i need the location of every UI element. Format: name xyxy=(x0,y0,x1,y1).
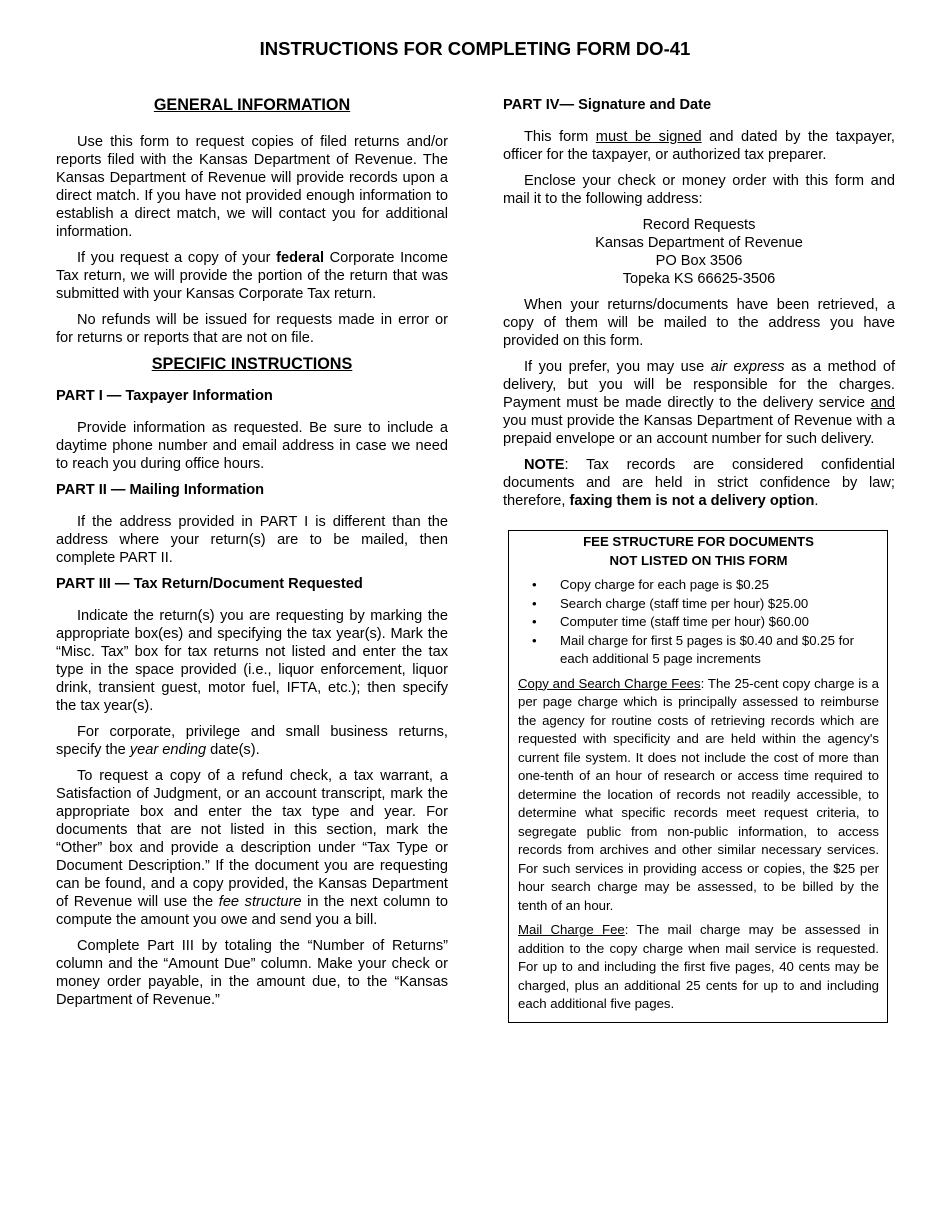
part1-text: Provide information as requested. Be sure to include a daytime phone number and email address in case we need to reach you during office hours. xyxy=(56,420,448,472)
fee-list-item: • Search charge (staff time per hour) $25.00 xyxy=(518,595,879,614)
italic-text: air express xyxy=(710,359,785,375)
fee-structure-title xyxy=(518,533,879,570)
text-span: : The 25-cent copy charge is a per page charge which is principally assessed to reimburse the agency for routine costs of retrieving records which are requested with specificity and are held within the agency's current file system. It does not include the cost of more than one-tenth of an hour of research or access time required to determine the location of records not readily accessible, to determine what specific records meet request criteria, to segregate public from non-public information, to access records from archives and other similar necessary services. For such services in providing access or copies, the $25 per hour search charge may be assessed, to be billed by the tenth of an hour. xyxy=(518,675,879,913)
fee-list xyxy=(518,576,879,669)
text-span: in the next column to compute the amount you owe and send you a bill. xyxy=(56,894,448,928)
part3-paragraph-4: Complete Part III by totaling the “Number of Returns” column and the “Amount Due” column. Make your check or money order payable, in the amount due, to the “Kansas Department of Revenue.” xyxy=(56,938,448,1008)
specific-instructions-heading: SPECIFIC INSTRUCTIONS xyxy=(151,355,353,373)
italic-text: fee structure xyxy=(218,894,302,910)
part3-paragraph-1: Indicate the return(s) you are requesting by marking the appropriate box(es) and specifying the tax year(s). Mark the “Misc. Tax” box for tax returns not listed and enter the tax type in the space provided (i.e., liquor enforcement, liquor drink, transient guest, motor fuel, IFTA, etc.); then specify the tax year(s). xyxy=(56,608,448,714)
fee-structure-box xyxy=(508,530,888,1023)
general-paragraph-1: Use this form to request copies of filed returns and/or reports filed with the Kansas Department of Revenue. The Kansas Department of Revenue will provide records upon a direct match. If you have not provided enough information to establish a direct match, we will contact you for additional information. xyxy=(56,134,448,240)
text-span: To request a copy of a refund check, a tax warrant, a Satisfaction of Judgment, or an account transcript, mark the appropriate box and enter the tax type and year. For documents that are not listed in this section, mark the “Other” box and provide a description under “Tax Type or Document Description.” If the document you are requesting can be found, and a copy provided, the Kansas Department of Revenue will use the xyxy=(56,768,448,910)
part4-paragraph-1 xyxy=(503,128,895,164)
part2-text: If the address provided in PART I is different than the address where your return(s) are to be mailed, then complete PART II. xyxy=(56,514,448,566)
part3-heading: PART III — Tax Return/Document Requested xyxy=(56,576,363,592)
mail-charge-fee-paragraph xyxy=(518,921,879,1014)
text-span: : The mail charge may be assessed in addition to the copy charge when mail service is requested. For up to and including the first five pages, 40 cents may be charged, plus an additional 25 cents for up to and including each additional five pages. xyxy=(518,922,880,1011)
text-span: If you request a copy of your xyxy=(77,250,277,266)
document-title: INSTRUCTIONS FOR COMPLETING FORM DO-41 xyxy=(259,38,691,59)
part1-heading: PART I — Taxpayer Information xyxy=(56,388,273,404)
text-span: Corporate Income Tax return, we will provide the portion of the return that was submitted with your Kansas Corporate Tax return. xyxy=(56,250,448,302)
part4-paragraph-4 xyxy=(503,358,895,448)
address-line: PO Box 3506 xyxy=(655,253,743,269)
address-line: Record Requests xyxy=(642,217,756,233)
general-paragraph-3: No refunds will be issued for requests made in error or for returns or reports that are not on file. xyxy=(56,312,448,346)
left-column xyxy=(56,96,448,1017)
text-span: and dated by the taxpayer, officer for the taxpayer, or authorized tax preparer. xyxy=(503,129,895,163)
bold-text: federal xyxy=(276,250,324,266)
text-span: If you prefer, you may use xyxy=(524,359,711,375)
fee-list-item: • Computer time (staff time per hour) $60.00 xyxy=(518,613,879,632)
text-span: you must provide the Kansas Department of Revenue with a prepaid envelope or an account number for such delivery. xyxy=(503,413,895,447)
address-line: Topeka KS 66625-3506 xyxy=(622,271,776,287)
text-span: For corporate, privilege and small business returns, specify the xyxy=(56,724,448,758)
part2-heading: PART II — Mailing Information xyxy=(56,482,265,498)
text-span: date(s). xyxy=(206,742,260,758)
text-span: This form xyxy=(524,129,596,145)
general-paragraph-2 xyxy=(56,249,448,303)
underlined-text: Mail Charge Fee xyxy=(518,922,625,937)
fee-list-item: • Copy charge for each page is $0.25 xyxy=(518,576,879,595)
part3-paragraph-2 xyxy=(56,723,448,759)
bold-text: faxing them is not a delivery option xyxy=(569,493,815,509)
right-column xyxy=(503,96,895,1023)
note-label: NOTE xyxy=(524,457,565,473)
part4-paragraph-3: When your returns/documents have been retrieved, a copy of them will be mailed to the address you have provided on this form. xyxy=(503,297,895,349)
address-line: Kansas Department of Revenue xyxy=(595,235,803,251)
mailing-address xyxy=(503,216,895,288)
underlined-text: and xyxy=(870,395,895,411)
underlined-text: Copy and Search Charge Fees xyxy=(518,675,701,691)
text-span: . xyxy=(814,493,819,509)
fee-title-line: FEE STRUCTURE FOR DOCUMENTS xyxy=(583,534,814,549)
fee-list-item: • Mail charge for first 5 pages is $0.40 and $0.25 for each additional 5 page increments xyxy=(518,632,879,669)
underlined-text: must be signed xyxy=(595,129,702,145)
part3-paragraph-3 xyxy=(56,767,448,929)
italic-text: year ending xyxy=(129,742,207,758)
copy-search-fees-paragraph xyxy=(518,675,879,916)
fee-title-line: NOT LISTED ON THIS FORM xyxy=(609,552,788,568)
text-span: as a method of delivery, but you will be responsible for the charges. Payment must be made directly to the delivery service xyxy=(503,359,896,411)
text-span: : Tax records are considered confidential documents and are held in strict confidence by law; therefore, xyxy=(503,457,895,509)
part4-heading: PART IV— Signature and Date xyxy=(503,97,712,113)
general-information-heading: GENERAL INFORMATION xyxy=(153,96,351,114)
note-paragraph xyxy=(503,456,895,510)
part4-paragraph-2: Enclose your check or money order with this form and mail it to the following address: xyxy=(503,173,895,207)
